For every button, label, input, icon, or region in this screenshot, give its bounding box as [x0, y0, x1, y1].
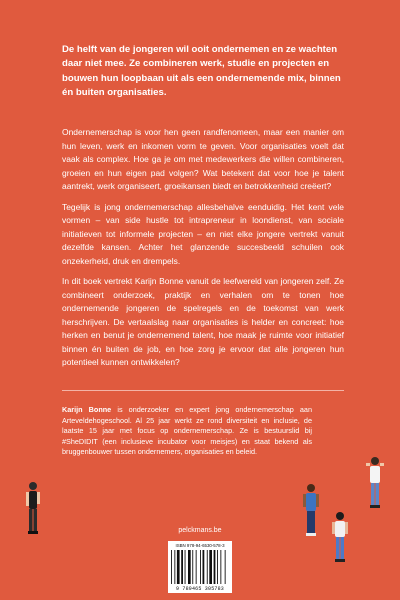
barcode-digits: 9 789465 305783 [175, 586, 224, 592]
lead-text: De helft van de jongeren wil ooit ondernemen en ze wachten daar niet mee. Ze combineren werk, studie en projecten en bouwen hun loopbaan uit als een ondernemende mix, binnen én buiten organisaties. [62, 44, 341, 99]
barcode-bar [196, 550, 197, 584]
barcode-bar [188, 550, 191, 584]
body-text [62, 126, 344, 377]
barcode-bar [200, 550, 201, 584]
isbn-label: ISBN 978-94-6530-578-3 [175, 543, 225, 548]
barcode-bar [209, 550, 212, 584]
author-name: Karijn Bonne [62, 405, 112, 414]
barcode-bars [171, 550, 229, 584]
divider [62, 390, 344, 391]
barcode-bar [207, 550, 208, 584]
barcode-bar [203, 550, 205, 584]
barcode-bar [192, 550, 193, 584]
author-bio-text: is onderzoeker en expert jong ondernemerschap aan Arteveldehogeschool. Al 25 jaar werkt ze rond diversiteit en inclusie, de laatste 15 jaar met focus op ondernemerschap. Ze is bestuurslid bij #SheDIDIT (een inclusieve incubator voor meisjes) en staat bekend als bruggenbouwer tussen ondernemers, organisaties en beleid. [62, 405, 312, 457]
author-bio [62, 405, 312, 458]
barcode [168, 541, 232, 593]
barcode-bar [181, 550, 183, 584]
barcode-bar [225, 550, 226, 584]
barcode-bar [217, 550, 218, 584]
barcode-bar [177, 550, 180, 584]
barcode-bar [220, 550, 221, 584]
person-illustration [364, 455, 386, 513]
person-illustration [330, 510, 350, 566]
barcode-bar [185, 550, 186, 584]
paragraph: In dit boek vertrekt Karijn Bonne vanuit de leefwereld van jongeren zelf. Ze combineert onderzoek, praktijk en verhalen om te tonen hoe ondernemende jongeren de spelregels en de toekomst van werk herschrijven. De vertaalslag naar organisaties is helder en concreet: hoe herken en benut je ondernemend talent, hoe maak je ruimte voor initiatief binnen én buiten de job, en hoe zorg je ervoor dat alle jongeren hun potentieel kunnen ontwikkelen? [62, 276, 344, 367]
barcode-bar [171, 550, 172, 584]
paragraph: Tegelijk is jong ondernemerschap allesbehalve eenduidig. Het kent vele vormen – van side hustle tot intrapreneur in loondienst, van sociale initiatieven tot informele projecten – en niet elke jongere vertrekt vanuit dezelfde kansen. Achter het glanzende succesbeeld schuilen ook onzekerheid, druk en drempels. [62, 201, 344, 266]
paragraph: Ondernemerschap is voor hen geen randfenomeen, maar een manier om hun leven, werk en inkomen vorm te geven. Voor organisaties voelt dat vaak als complex. Hoe ga je om met medewerkers die willen combineren, groeien en hun eigen pad volgen? Wat betekent dat voor hoe je talent aantrekt, werk organiseert, groeikansen biedt en betrokkenheid creëert? [62, 127, 344, 191]
barcode-bar [174, 550, 175, 584]
barcode-bar [214, 550, 216, 584]
publisher-url: pelckmans.be [178, 527, 222, 534]
